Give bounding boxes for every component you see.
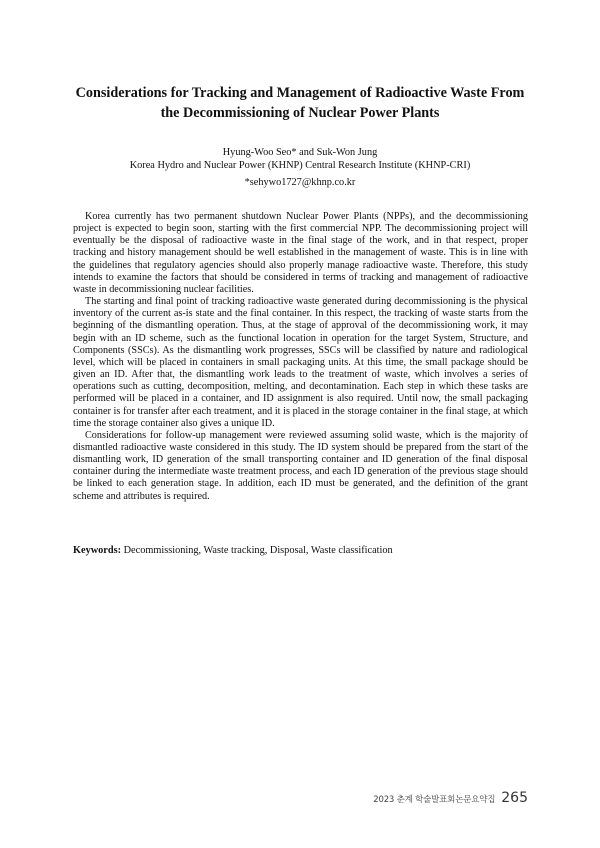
paragraph-1: Korea currently has two permanent shutdown Nuclear Power Plants (NPPs), and the decommissioning project is expected to begin soon, starting with the first commercial NPP. The decommissioning project will eventually be the disposal of radioactive waste in the final stage of the work, and in that respect, proper tracking and history management should be well established in the management of waste. This is in line with the guidelines that regulatory agencies should also properly manage radioactive waste. Therefore, this study intends to examine the factors that should be considered in terms of tracking and management of radioactive waste in decommissioning nuclear facilities. <box>73 211 528 295</box>
author-email: *sehywo1727@khnp.co.kr <box>244 177 356 188</box>
page-footer <box>373 790 528 806</box>
affiliation: Korea Hydro and Nuclear Power (KHNP) Central Research Institute (KHNP-CRI) <box>129 160 471 171</box>
keywords-label: Keywords: <box>73 545 122 556</box>
page-number: 265 <box>501 790 528 806</box>
title-line-2: the Decommissioning of Nuclear Power Plants <box>160 105 440 121</box>
authors: Hyung-Woo Seo* and Suk-Won Jung <box>222 147 378 158</box>
keywords-list: Decommissioning, Waste tracking, Disposal, Waste classification <box>121 545 393 556</box>
abstract-body <box>73 211 528 503</box>
proceedings-name: 2023 춘계 학술발표회논문요약집 <box>373 795 496 805</box>
title-line-1: Considerations for Tracking and Management of Radioactive Waste From <box>75 85 525 101</box>
paper-title <box>60 83 540 123</box>
paragraph-2: The starting and final point of tracking radioactive waste generated during decommissioning is the physical inventory of the current as-is state and the final container. In this respect, the tracking of waste starts from the beginning of the dismantling operation. Thus, at the stage of approval of the decommissioning work, it may begin with an ID scheme, such as the functional location in operation for the target System, Structure, and Components (SSCs). As the dismantling work progresses, SSCs will be classified by nature and radiological level, which will be placed in containers in small packaging units. At this time, the small package should be given an ID. After that, the dismantling work leads to the treatment of waste, which involves a series of operations such as cutting, decomposition, melting, and decontamination. Each step in which these tasks are performed will be placed in a container, and ID assignment is also required. Until now, the small packaging container is for transfer after each treatment, and it is placed in the storage container in the final stage, at which time the storage container also gives a unique ID. <box>73 296 528 429</box>
paragraph-3: Considerations for follow-up management were reviewed assuming solid waste, which is the majority of dismantled radioactive waste considered in this study. The ID system should be prepared from the start of the dismantling work, ID generation of the small transporting container and ID generation of the final disposal container during the intermediate waste treatment process, and each ID generation of the previous stage should be linked to each generation stage. In addition, each ID must be generated, and the definition of the grant scheme and attributes is required. <box>73 429 528 502</box>
keywords-line <box>73 545 533 556</box>
